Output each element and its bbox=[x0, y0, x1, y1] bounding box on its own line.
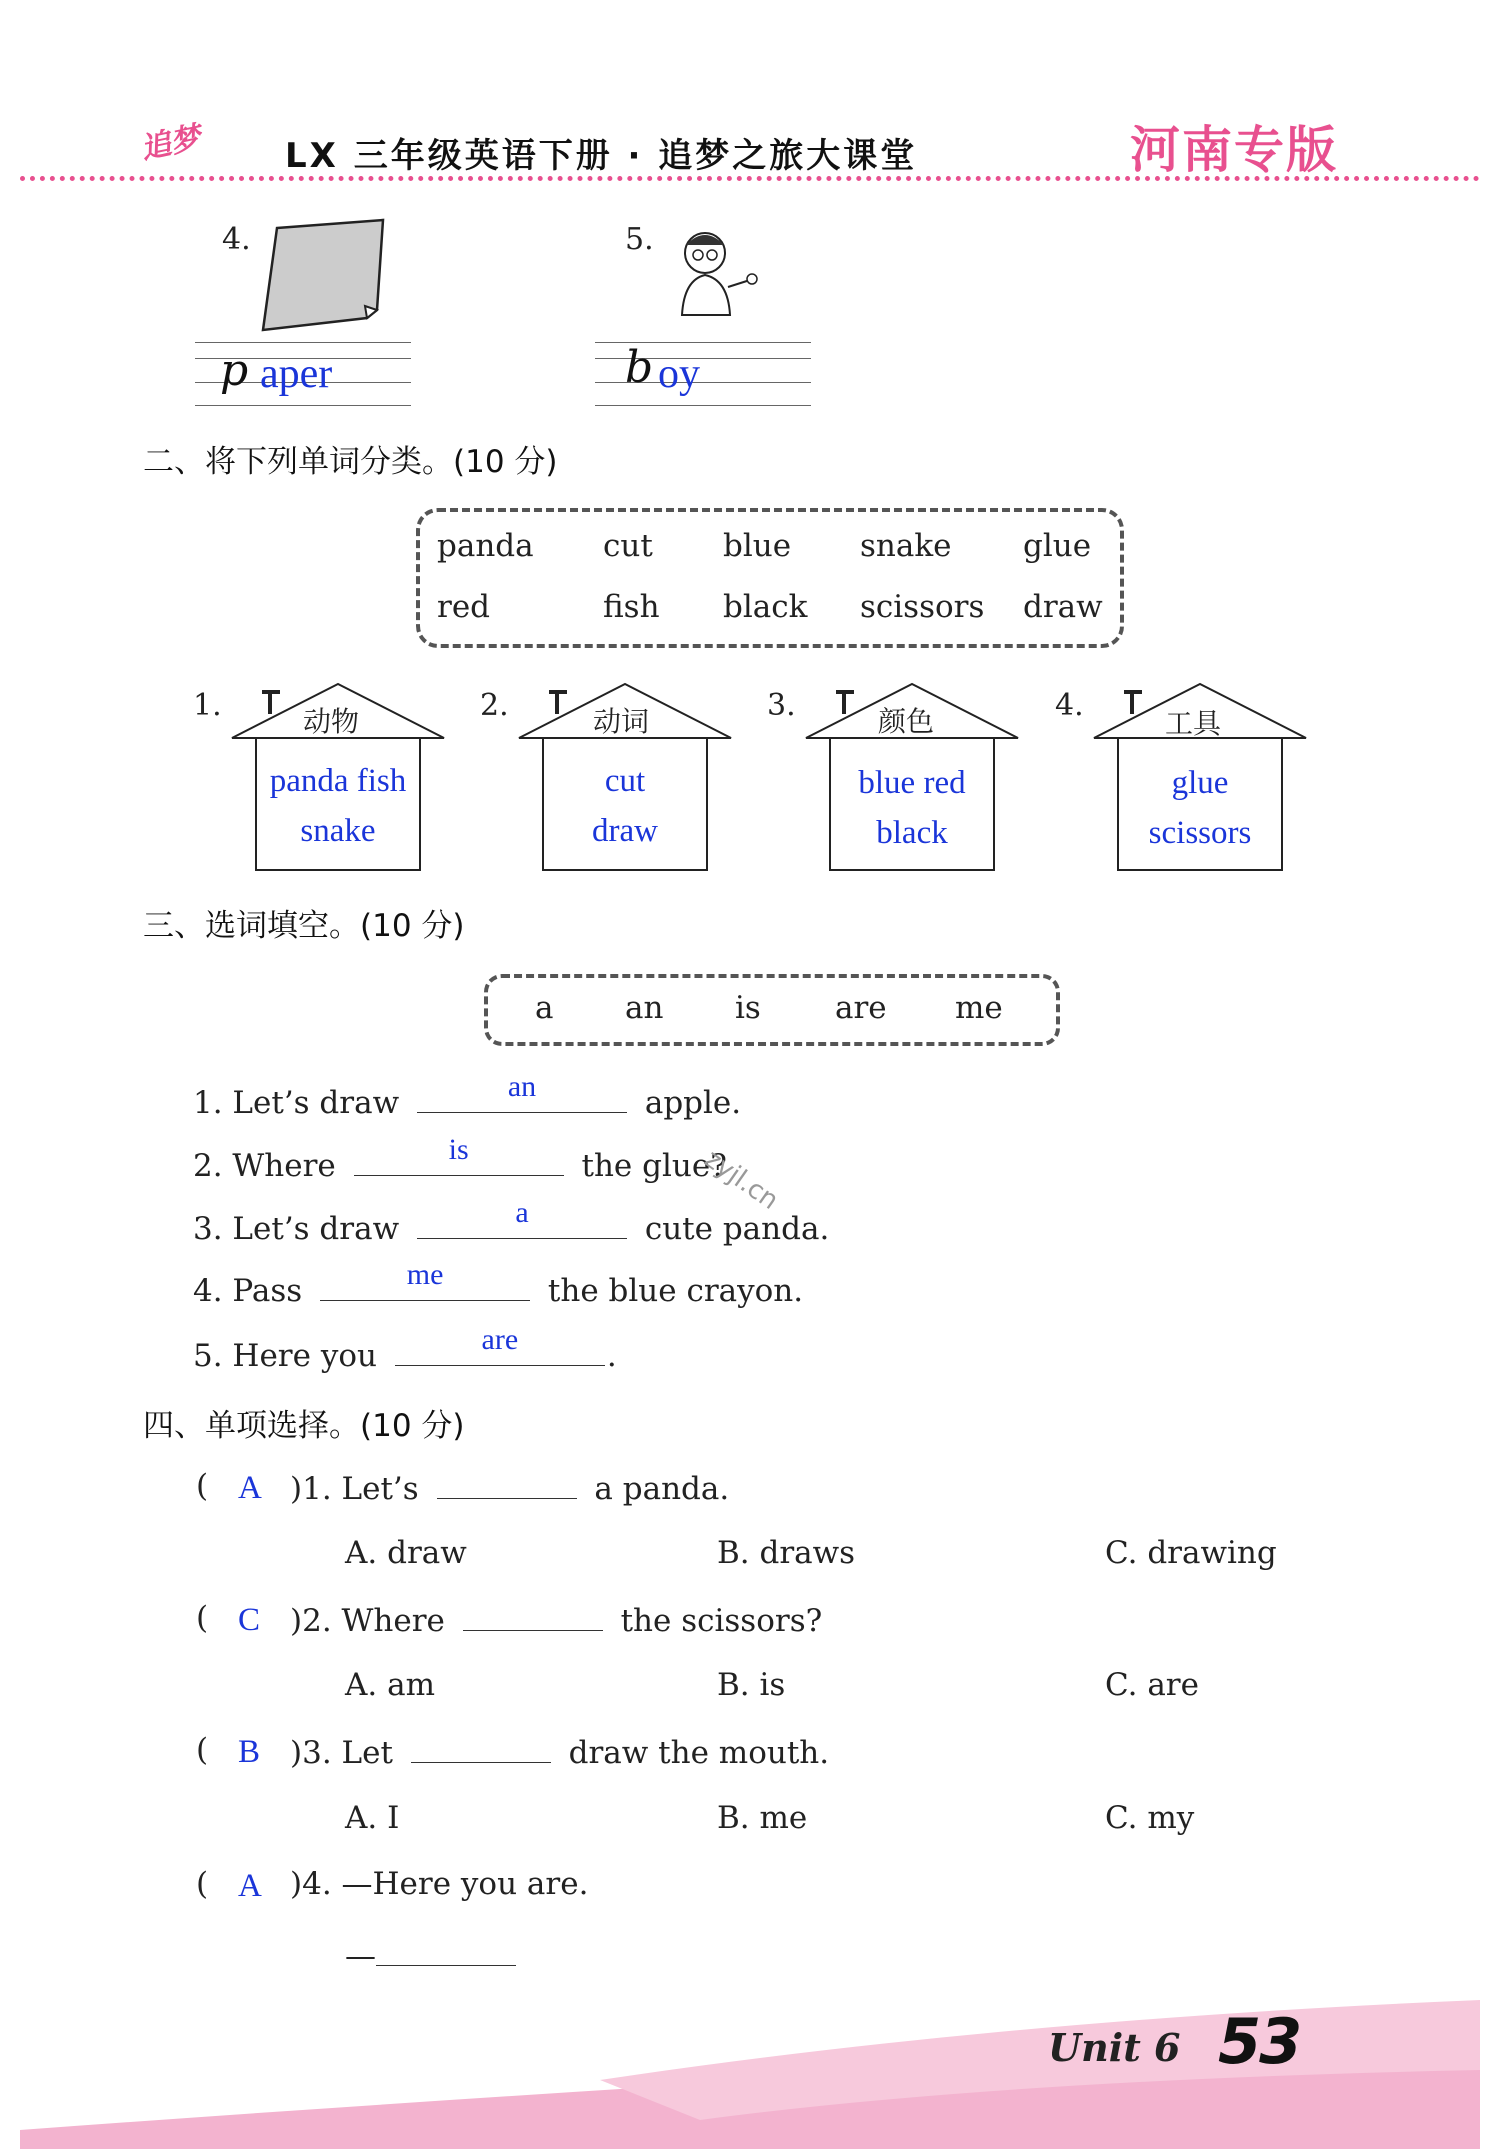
option: B. draws bbox=[717, 1535, 856, 1571]
section-heading: 二、将下列单词分类。(10 分) bbox=[143, 444, 558, 480]
question-text: 2. Where bbox=[193, 1148, 336, 1184]
writing-line bbox=[595, 405, 811, 406]
paren-open: ( bbox=[196, 1866, 209, 1902]
word-bank-word: fish bbox=[603, 589, 660, 625]
answer-line: glue bbox=[1171, 765, 1229, 801]
question-text: — bbox=[345, 1938, 376, 1974]
question-text: apple. bbox=[644, 1085, 742, 1121]
blank-line bbox=[463, 1600, 603, 1631]
mc-question bbox=[290, 1600, 822, 1639]
blank-line bbox=[417, 1070, 627, 1113]
option: B. me bbox=[717, 1800, 808, 1836]
fill-blank-question bbox=[193, 1258, 804, 1309]
question-text: )2. Where bbox=[290, 1603, 445, 1639]
word-bank-word: black bbox=[723, 589, 808, 625]
word-bank-word: scissors bbox=[860, 589, 985, 625]
word-bank-word: red bbox=[437, 589, 491, 625]
house-number: 4. bbox=[1055, 688, 1084, 723]
word-bank-word: a bbox=[535, 990, 554, 1026]
blank-line bbox=[417, 1196, 627, 1239]
paren-open: ( bbox=[196, 1600, 209, 1636]
blank-line bbox=[411, 1732, 551, 1763]
blank-line bbox=[437, 1468, 577, 1499]
option: A. I bbox=[345, 1800, 400, 1836]
watermark: zyjl.cn bbox=[698, 1144, 784, 1216]
paren-open: ( bbox=[196, 1732, 209, 1768]
question-text: )3. Let bbox=[290, 1735, 393, 1771]
unit-label: Unit 6 bbox=[1048, 2025, 1181, 2070]
answer-text: a bbox=[515, 1196, 529, 1229]
answer-text: an bbox=[507, 1070, 537, 1103]
question-text: 4. Pass bbox=[193, 1273, 303, 1309]
answer-line: scissors bbox=[1148, 815, 1252, 851]
option: A. am bbox=[345, 1667, 435, 1703]
section-heading: 四、单项选择。(10 分) bbox=[143, 1408, 465, 1444]
question-text: 3. Let’s draw bbox=[193, 1211, 400, 1247]
answer-line: black bbox=[876, 815, 948, 851]
fill-blank-question bbox=[193, 1323, 617, 1374]
house-label: 动物 bbox=[303, 705, 360, 738]
writing-line bbox=[195, 405, 411, 406]
option: C. drawing bbox=[1105, 1535, 1277, 1571]
word-bank-word: are bbox=[835, 990, 887, 1026]
handwritten-letter: p bbox=[220, 345, 249, 396]
word-bank-word: glue bbox=[1023, 528, 1092, 564]
answer-line: panda fish bbox=[269, 763, 407, 799]
answer-text: me bbox=[406, 1258, 444, 1291]
logo: 追梦 bbox=[137, 120, 204, 167]
house-label: 动词 bbox=[593, 705, 650, 738]
answer-word: aper bbox=[260, 351, 333, 397]
page-number: 53 bbox=[1218, 2005, 1301, 2078]
option: C. are bbox=[1105, 1667, 1199, 1703]
writing-line bbox=[195, 342, 411, 343]
answer-line: cut bbox=[604, 763, 646, 799]
mc-question bbox=[290, 1732, 829, 1771]
handwritten-letter: b bbox=[625, 342, 654, 393]
option: A. draw bbox=[345, 1535, 467, 1571]
word-bank-word: panda bbox=[437, 528, 534, 564]
word-bank-word: blue bbox=[723, 528, 792, 564]
word-bank-word: an bbox=[625, 990, 664, 1026]
choice-answer: C bbox=[238, 1602, 261, 1638]
choice-answer: A bbox=[238, 1868, 262, 1904]
fill-blank-question bbox=[193, 1196, 830, 1247]
fill-blank-question bbox=[193, 1070, 742, 1121]
choice-answer: B bbox=[238, 1734, 261, 1770]
question-text: the glue? bbox=[581, 1148, 727, 1184]
question-text: the scissors? bbox=[620, 1603, 823, 1639]
edition-label: 河南专版 bbox=[1130, 121, 1338, 179]
option: B. is bbox=[717, 1667, 786, 1703]
house-label: 工具 bbox=[1165, 707, 1222, 740]
header-divider bbox=[20, 176, 1480, 181]
item-number: 5. bbox=[625, 222, 654, 257]
word-bank-word: snake bbox=[860, 528, 952, 564]
mc-question bbox=[290, 1468, 729, 1507]
answer-line: draw bbox=[592, 813, 658, 849]
answer-text: are bbox=[481, 1323, 519, 1356]
question-text: )1. Let’s bbox=[290, 1471, 419, 1507]
fill-blank-question bbox=[193, 1133, 727, 1184]
answer-word: oy bbox=[658, 351, 700, 397]
paren-open: ( bbox=[196, 1468, 209, 1504]
blank-line bbox=[354, 1133, 564, 1176]
word-bank-word: me bbox=[955, 990, 1003, 1026]
answer-text: is bbox=[448, 1133, 469, 1166]
question-text: cute panda. bbox=[644, 1211, 830, 1247]
question-text: 1. Let’s draw bbox=[193, 1085, 400, 1121]
question-text: . bbox=[606, 1338, 617, 1374]
page-header-title: LX 三年级英语下册 · 追梦之旅大课堂 bbox=[285, 136, 918, 176]
paper-icon bbox=[255, 218, 390, 333]
mc-question: )4. —Here you are. bbox=[290, 1866, 589, 1902]
question-text: 5. Here you bbox=[193, 1338, 377, 1374]
word-bank-word: cut bbox=[603, 528, 653, 564]
question-text: the blue crayon. bbox=[547, 1273, 804, 1309]
item-number: 4. bbox=[222, 222, 251, 257]
question-text: a panda. bbox=[594, 1471, 730, 1507]
word-bank-word: draw bbox=[1023, 589, 1103, 625]
blank-line bbox=[395, 1323, 605, 1366]
choice-answer: A bbox=[238, 1470, 262, 1506]
answer-line: blue red bbox=[858, 765, 966, 801]
house-label: 颜色 bbox=[878, 705, 935, 738]
option: C. my bbox=[1105, 1800, 1195, 1836]
section-heading: 三、选词填空。(10 分) bbox=[143, 908, 465, 944]
question-text: draw the mouth. bbox=[568, 1735, 830, 1771]
blank-line bbox=[320, 1258, 530, 1301]
answer-line: snake bbox=[300, 813, 376, 849]
house-number: 1. bbox=[193, 688, 222, 723]
boy-icon bbox=[660, 225, 765, 330]
house-number: 2. bbox=[480, 688, 509, 723]
word-bank-word: is bbox=[735, 990, 761, 1026]
house-number: 3. bbox=[767, 688, 796, 723]
